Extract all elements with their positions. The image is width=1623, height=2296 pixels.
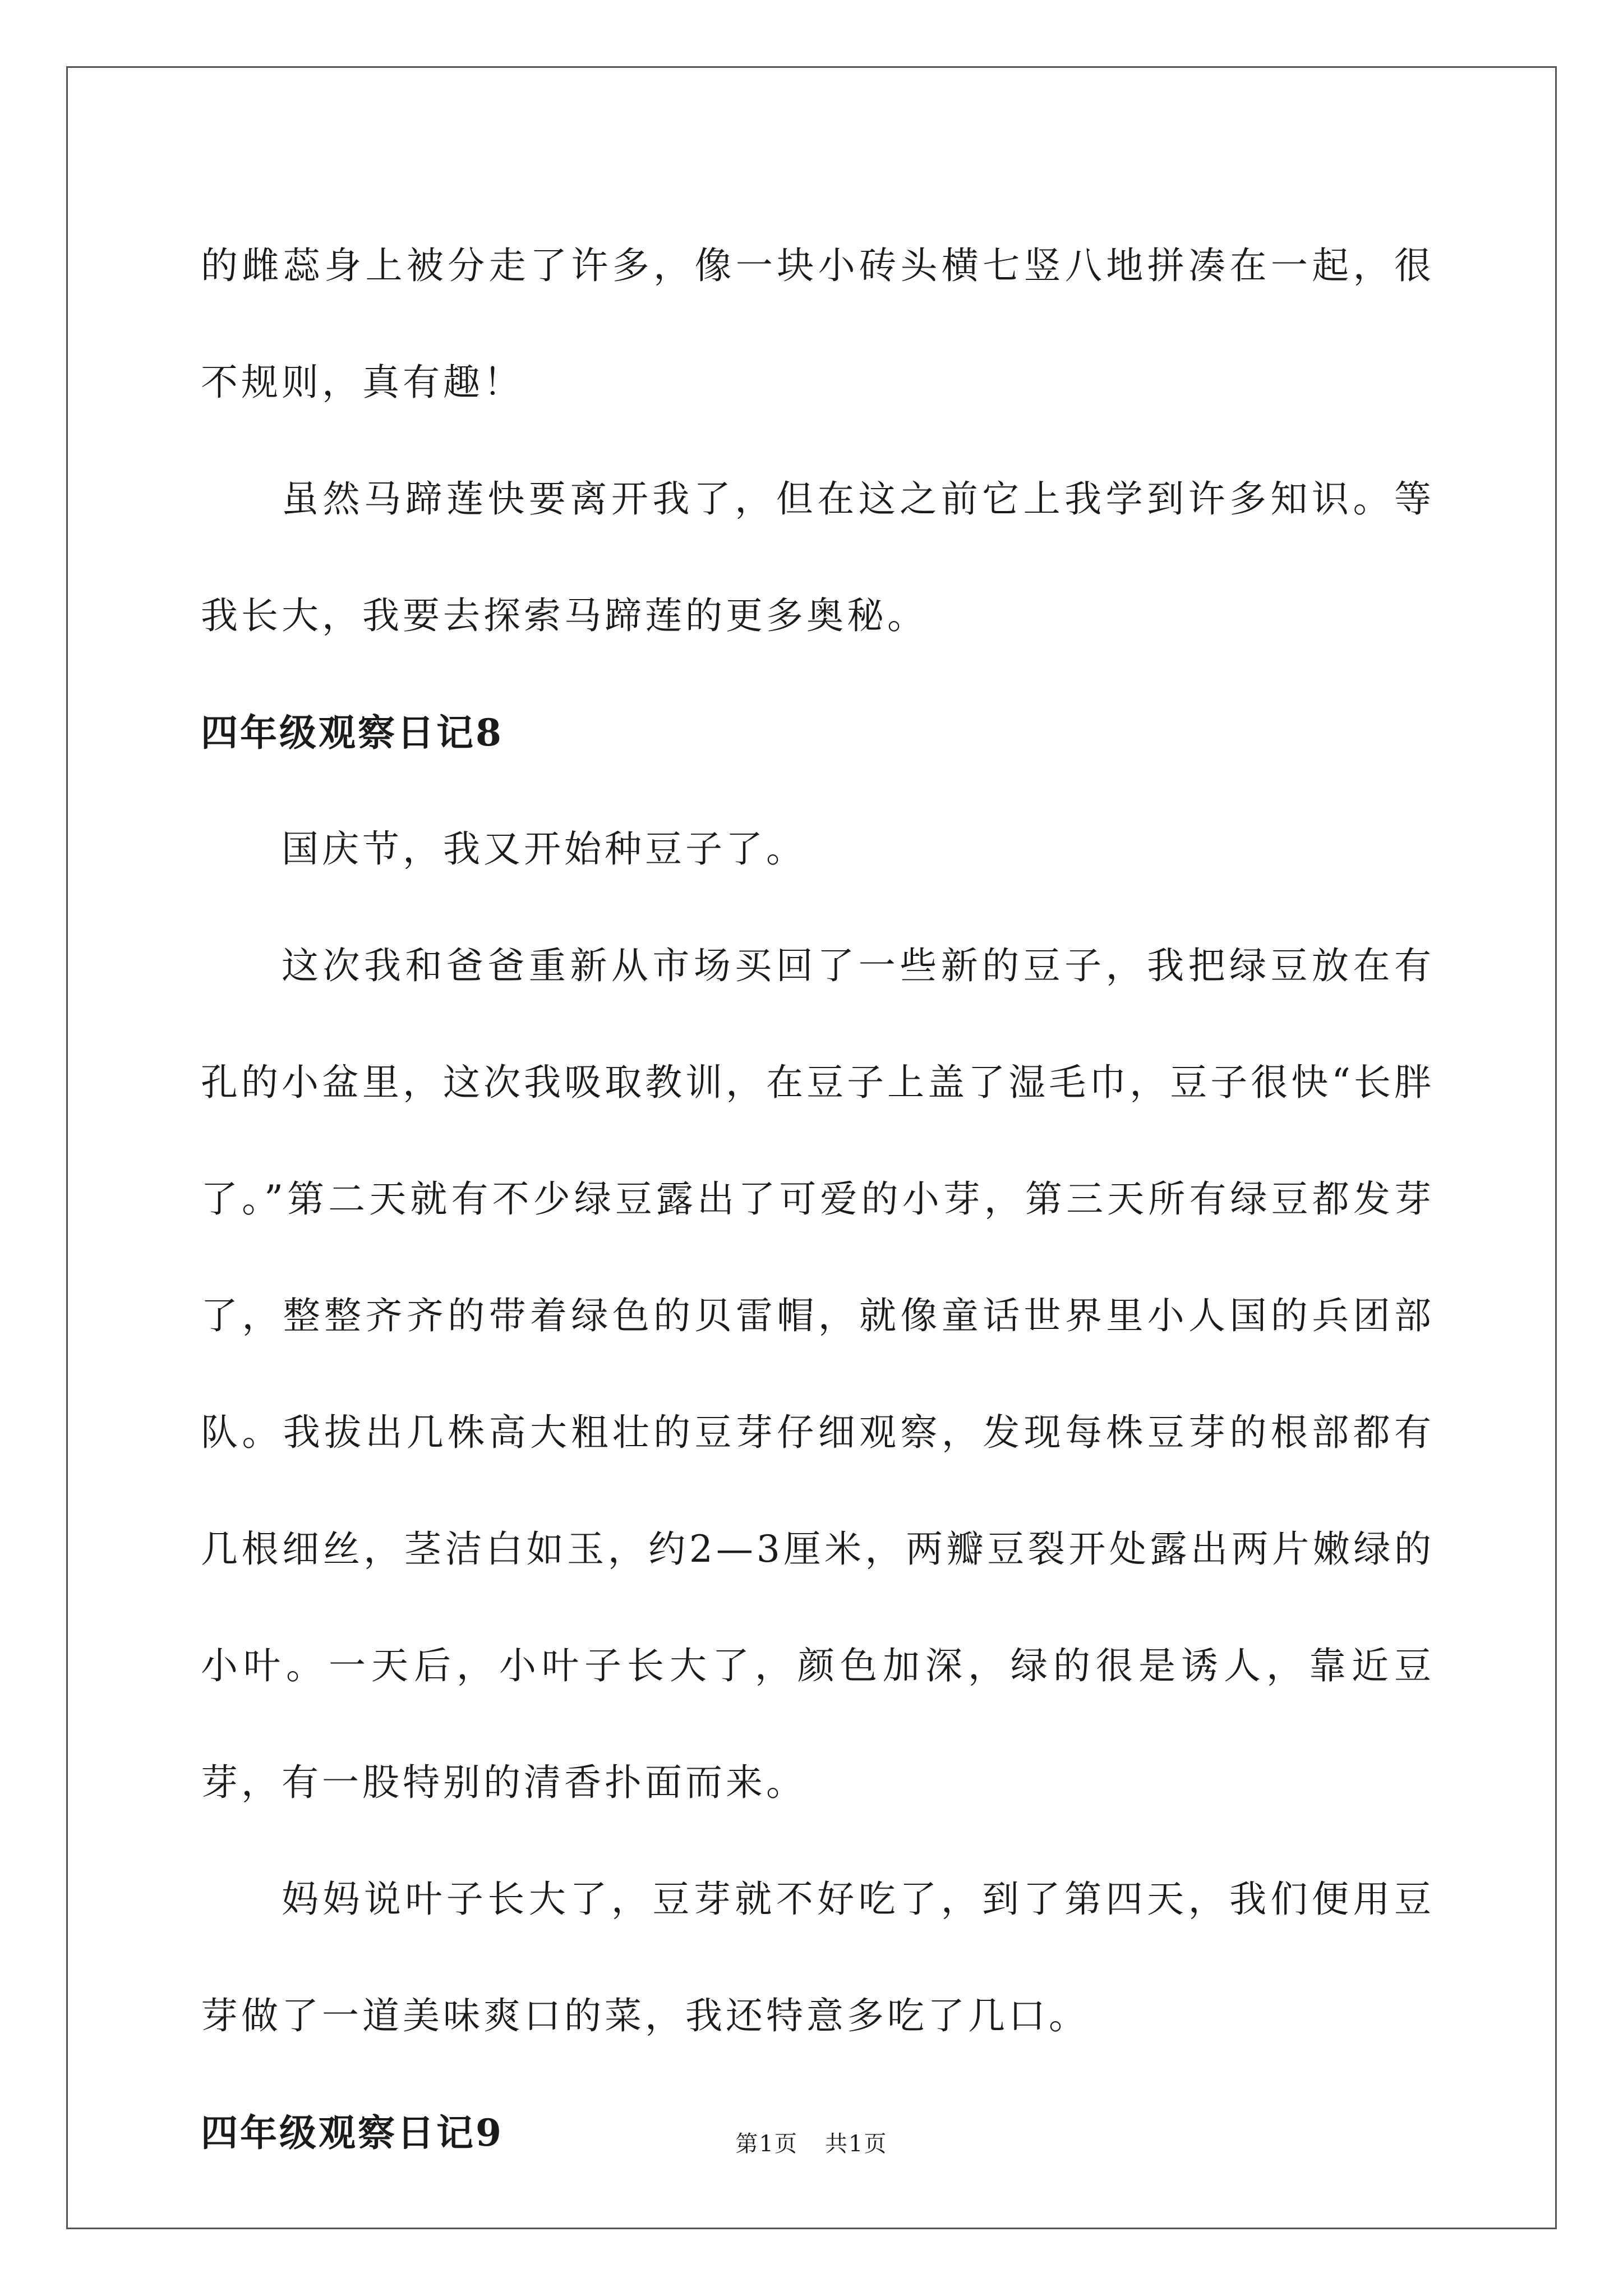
page-total: 共1页 xyxy=(825,2131,888,2157)
page-number: 第1页 xyxy=(735,2131,798,2157)
section-heading-9: 四年级观察日记9 xyxy=(201,2111,504,2155)
paragraph-2: 虽然马蹄莲快要离开我了，但在这之前它上我学到许多知识。等我长大，我要去探索马蹄莲的更多奥秘。 xyxy=(201,477,1435,637)
paragraph-3: 国庆节，我又开始种豆子了。 xyxy=(282,827,806,871)
section-heading-8: 四年级观察日记8 xyxy=(201,711,504,754)
page-footer xyxy=(0,2126,1623,2158)
paragraph-5: 妈妈说叶子长大了，豆芽就不好吃了，到了第四天，我们便用豆芽做了一道美味爽口的菜，我还特意多吃了几口。 xyxy=(201,1878,1435,2037)
document-body xyxy=(201,208,1435,2191)
paragraph-1: 的雌蕊身上被分走了许多，像一块小砖头横七竖八地拼凑在一起，很不规则，真有趣！ xyxy=(201,244,1435,404)
paragraph-4: 这次我和爸爸重新从市场买回了一些新的豆子，我把绿豆放在有孔的小盆里，这次我吸取教训，在豆子上盖了湿毛巾，豆子很快“长胖了。”第二天就有不少绿豆露出了可爱的小芽，第三天所有绿豆都发芽了，整整齐齐的带着绿色的贝雷帽，就像童话世界里小人国的兵团部队。我拔出几株高大粗壮的豆芽仔细观察，发现每株豆芽的根部都有几根细丝，茎洁白如玉，约2—3厘米，两瓣豆裂开处露出两片嫩绿的小叶。一天后，小叶子长大了，颜色加深，绿的很是诱人，靠近豆芽，有一股特别的清香扑面而来。 xyxy=(201,944,1435,1804)
